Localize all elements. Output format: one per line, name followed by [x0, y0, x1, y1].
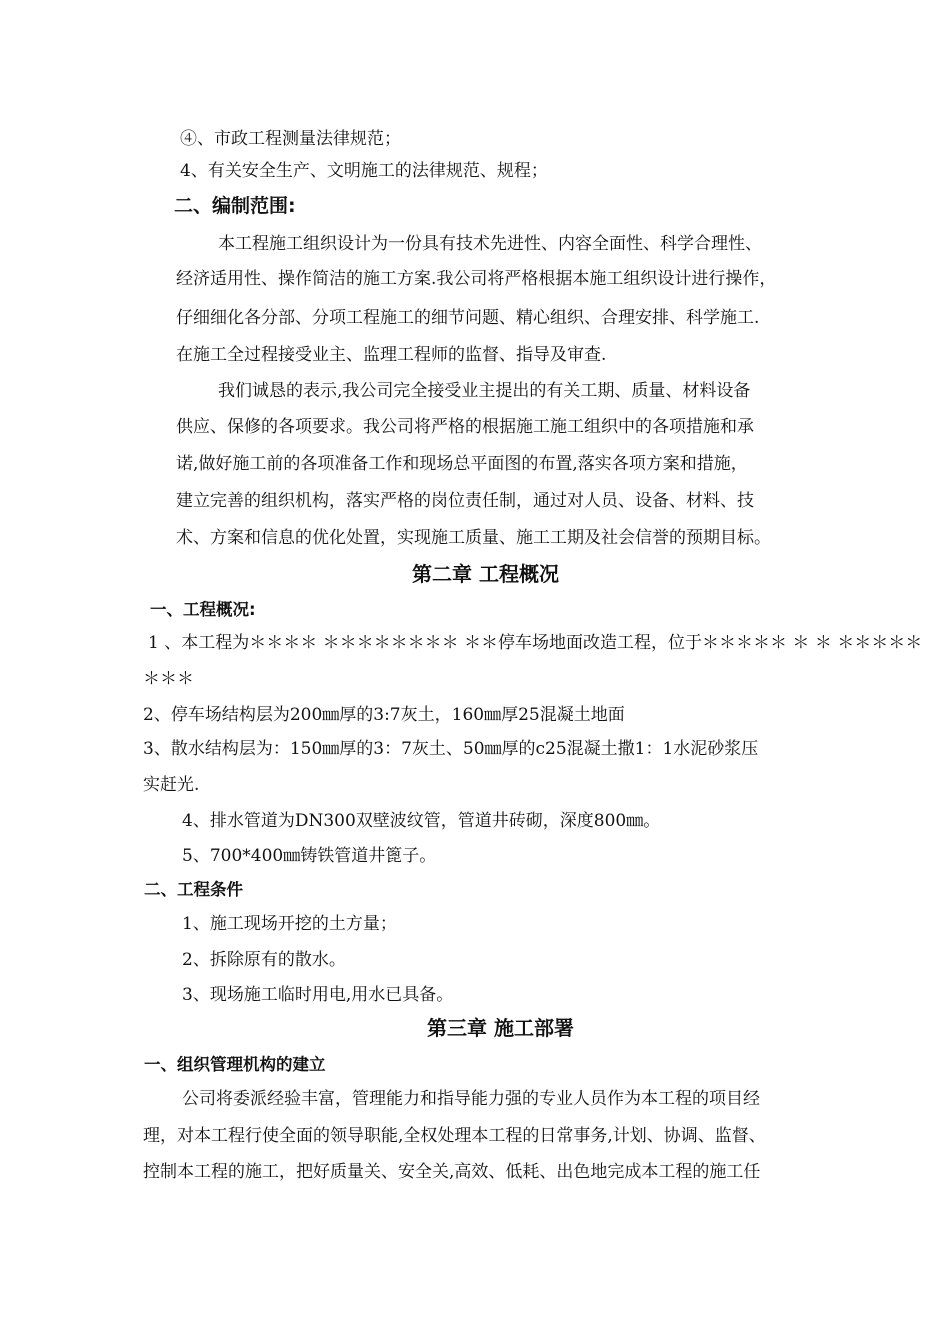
body-line: 我们诚恳的表示,我公司完全接受业主提出的有关工期、质量、材料设备	[218, 381, 751, 401]
section-heading-scope: 二、编制范围:	[174, 195, 296, 217]
body-line: 5、700*400㎜铸铁管道井篦子。	[182, 846, 437, 866]
body-line: 理，对本工程行使全面的领导职能,全权处理本工程的日常事务,计划、协调、监督、	[143, 1126, 766, 1146]
body-line: 4、有关安全生产、文明施工的法律规范、规程；	[180, 161, 548, 181]
body-line: 术、方案和信息的优化处置，实现施工质量、施工工期及社会信誉的预期目标。	[176, 528, 771, 548]
body-line: 供应、保修的各项要求。我公司将严格的根据施工施工组织中的各项措施和承	[176, 417, 754, 437]
body-line: 4、排水管道为DN300双壁波纹管，管道井砖砌，深度800㎜。	[182, 811, 661, 831]
body-line: 实赶光.	[143, 775, 200, 795]
body-line: 经济适用性、操作简洁的施工方案.我公司将严格根据本施工组织设计进行操作，	[176, 269, 777, 289]
body-line: 诺,做好施工前的各项准备工作和现场总平面图的布置,落实各项方案和措施，	[176, 454, 748, 474]
chapter-title: 第三章 施工部署	[427, 1016, 574, 1040]
body-line: 本工程施工组织设计为一份具有技术先进性、内容全面性、科学合理性、	[218, 234, 762, 254]
body-line: ④、市政工程测量法律规范；	[180, 129, 401, 149]
body-line: 3、现场施工临时用电,用水已具备。	[182, 985, 454, 1005]
body-line: ＊＊＊	[143, 669, 194, 689]
body-line: 1、施工现场开挖的土方量；	[182, 914, 397, 934]
chapter-title: 第二章 工程概况	[412, 562, 559, 586]
body-line: 3、散水结构层为：150㎜厚的3：7灰土、50㎜厚的c25混凝土撒1：1水泥砂浆压	[143, 739, 759, 759]
section-heading-overview: 一、工程概况:	[150, 600, 256, 619]
body-line: 1 、本工程为＊＊＊＊ ＊＊＊＊＊＊＊＊ ＊＊停车场地面改造工程，位于＊＊＊＊＊ ＊ ＊ ＊＊＊＊＊	[148, 633, 923, 653]
section-heading-org: 一、组织管理机构的建立	[144, 1055, 326, 1074]
body-line: 2、拆除原有的散水。	[182, 950, 346, 970]
section-heading-conditions: 二、工程条件	[144, 880, 243, 899]
body-line: 仔细细化各分部、分项工程施工的细节问题、精心组织、合理安排、科学施工.	[176, 308, 760, 328]
body-line: 在施工全过程接受业主、监理工程师的监督、指导及审查.	[176, 345, 607, 365]
body-line: 控制本工程的施工，把好质量关、安全关,高效、低耗、出色地完成本工程的施工任	[143, 1162, 761, 1182]
body-line: 建立完善的组织机构，落实严格的岗位责任制，通过对人员、设备、材料、技	[176, 491, 754, 511]
body-line: 公司将委派经验丰富，管理能力和指导能力强的专业人员作为本工程的项目经	[182, 1089, 760, 1109]
body-line: 2、停车场结构层为200㎜厚的3:7灰土，160㎜厚25混凝土地面	[143, 705, 625, 725]
